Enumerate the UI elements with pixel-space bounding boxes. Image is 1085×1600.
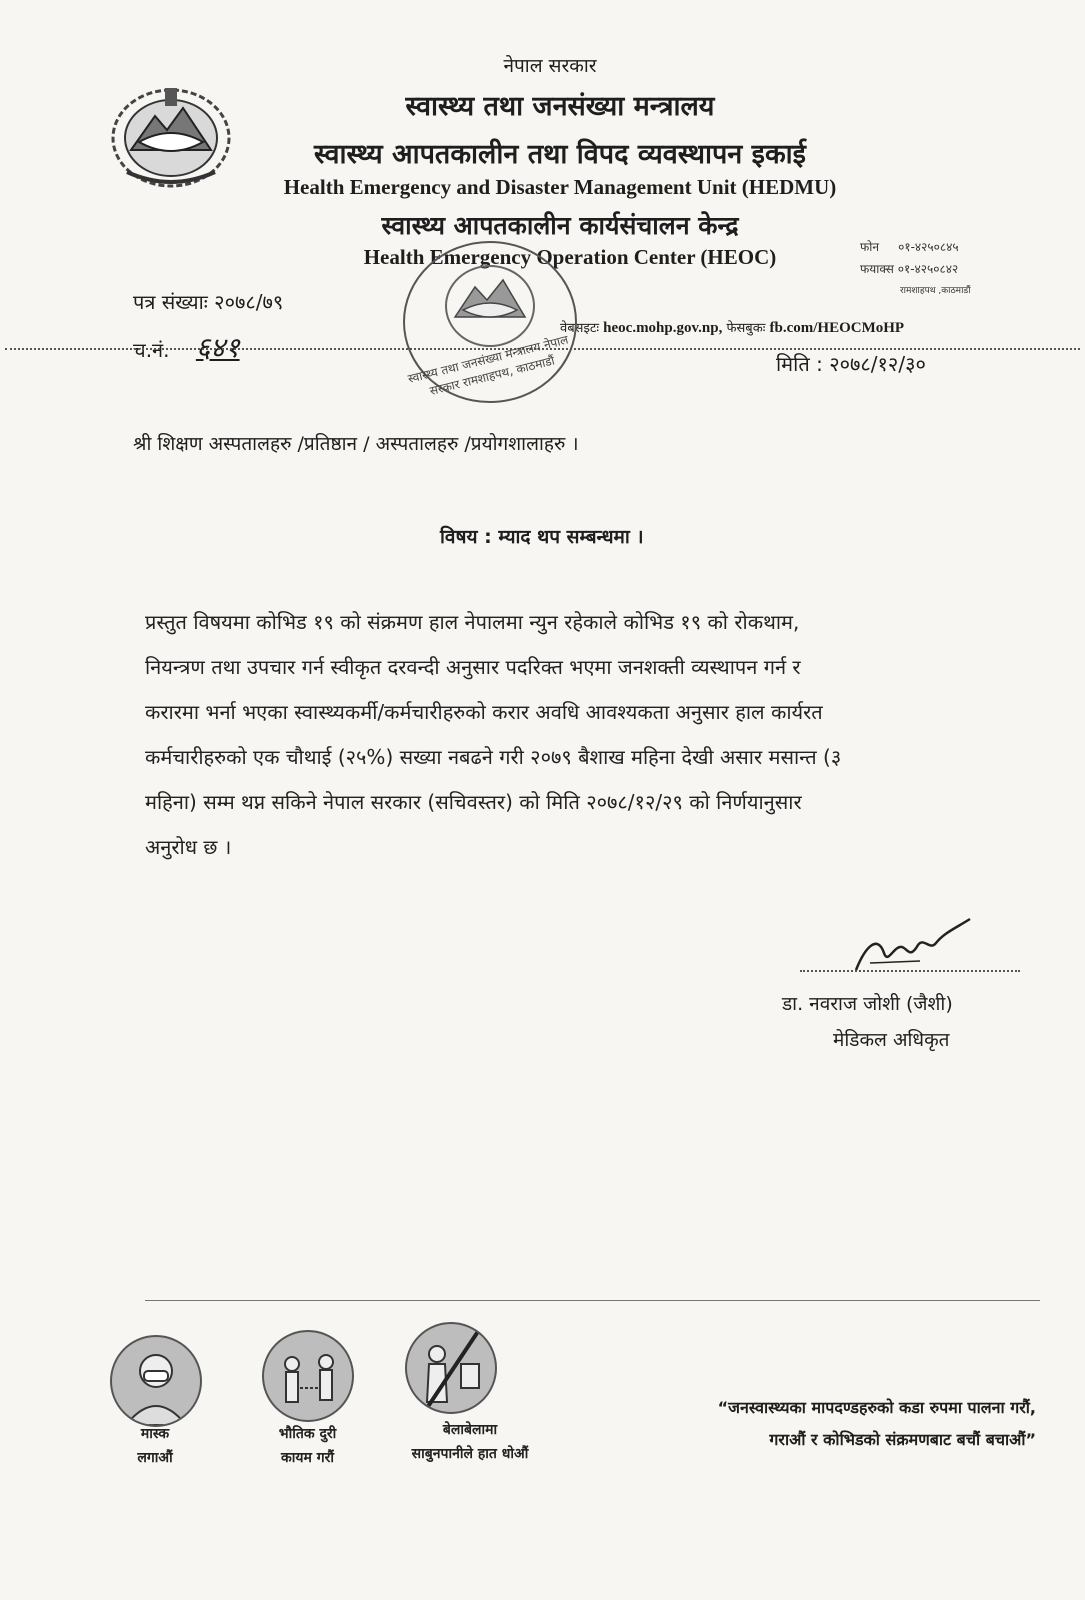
web-value: heoc.mohp.gov.np,: [603, 320, 723, 336]
patra-label: पत्र संख्याः: [133, 290, 208, 314]
distance-label: [245, 1422, 370, 1470]
fb-label: फेसबुकः: [726, 321, 766, 336]
handwash-label: [390, 1418, 550, 1466]
distance-icon: [262, 1330, 354, 1422]
recipient: श्री शिक्षण अस्पतालहरु /प्रतिष्ठान / अस्पतालहरु /प्रयोगशालाहरु ।: [133, 433, 579, 455]
address: रामशाहपथ ,काठमाडौं: [900, 286, 971, 296]
center-title-en: Health Emergency Operation Center (HEOC): [363, 245, 777, 269]
footer-mask-block: [110, 1335, 205, 1427]
handwash-label-1: बेलाबेलामा: [442, 1422, 498, 1438]
subject: विषय : म्याद थप सम्बन्धमा ।: [440, 526, 644, 548]
chana-label: च.नं.: [133, 338, 170, 362]
handwash-label-2: साबुनपानीले हात धोऔं: [411, 1446, 529, 1462]
fax-label: फयाक्स: [860, 262, 894, 276]
ministry-title: स्वास्थ्य तथा जनसंख्या मन्त्रालय: [405, 91, 715, 122]
mask-label-2: लगाऔं: [137, 1450, 173, 1466]
body-line: महिना) सम्म थप्न सकिने नेपाल सरकार (सचिवस्तर) को मिति २०७८/१२/२९ को निर्णयानुसार: [145, 790, 802, 814]
distance-label-2: कायम गरौं: [281, 1450, 334, 1466]
body-line: नियन्त्रण तथा उपचार गर्न स्वीकृत दरवन्दी अनुसार पदरिक्त भएमा जनशक्ती व्यस्थापन गर्न र: [145, 655, 801, 679]
footer-handwash-block: [405, 1322, 500, 1414]
date-value: २०७८/१२/३०: [829, 352, 926, 376]
body-line: करारमा भर्ना भएका स्वास्थ्यकर्मी/कर्मचारीहरुको करार अवधि आवश्यकता अनुसार हाल कार्यरत: [145, 700, 823, 724]
fb-value: fb.com/HEOCMoHP: [769, 320, 905, 336]
phone-value: ०१-४२५०८४५: [898, 240, 959, 254]
signature-line: [800, 970, 1020, 972]
body-text: [145, 600, 1015, 870]
date-line: [776, 350, 926, 377]
phone-line: [860, 238, 1020, 255]
nepal-emblem-icon: [105, 80, 237, 192]
chana-line: [133, 328, 240, 366]
patra-line: [133, 288, 283, 315]
web-label: वेबसइटः: [560, 321, 600, 336]
chana-value: ६४१: [195, 331, 240, 364]
date-label: मिति :: [776, 352, 823, 376]
distance-label-1: भौतिक दुरी: [278, 1426, 337, 1442]
stamp-text: स्वास्थ्य तथा जनसंख्या मन्त्रालय नेपाल सरकार रामशाहपथ, काठमाडौं: [406, 332, 570, 399]
phone-label: फोन: [860, 240, 880, 254]
signatory-title: मेडिकल अधिकृत: [833, 1029, 950, 1051]
slogan: [606, 1392, 1036, 1456]
footer-distance-block: [262, 1330, 357, 1422]
body-line: प्रस्तुत विषयमा कोभिड १९ को संक्रमण हाल नेपालमा न्युन रहेकाले कोभिड १९ को रोकथाम,: [145, 610, 800, 634]
mask-label: [100, 1422, 210, 1470]
fax-value: ०१-४२५०८४२: [897, 262, 959, 276]
footer-divider: [145, 1300, 1040, 1301]
center-title-np: स्वास्थ्य आपतकालीन कार्यसंचालन केन्द्र: [381, 211, 739, 240]
office-stamp-icon: [395, 232, 585, 412]
body-line: अनुरोध छ ।: [145, 835, 232, 859]
slogan-line-1: “जनस्वास्थ्यका मापदण्डहरुको कडा रुपमा पालना गरौं,: [717, 1398, 1036, 1417]
web-line: [560, 318, 904, 337]
unit-title-np: स्वास्थ्य आपतकालीन तथा विपद व्यवस्थापन इकाई: [314, 139, 806, 170]
signature-icon: [850, 915, 980, 975]
fax-line: [860, 260, 1020, 277]
mask-icon: [110, 1335, 202, 1427]
government-title: नेपाल सरकार: [503, 55, 597, 77]
slogan-line-2: गराऔं र कोभिडको संक्रमणबाट बचौं बचाऔं”: [769, 1430, 1036, 1449]
handwash-icon: [405, 1322, 497, 1414]
mask-label-1: मास्क: [140, 1426, 170, 1442]
unit-title-en: Health Emergency and Disaster Management Unit (HEDMU): [283, 175, 837, 199]
patra-value: २०७८/७९: [214, 290, 284, 314]
body-line: कर्मचारीहरुको एक चौथाई (२५%) सख्या नबढने गरी २०७९ बैशाख महिना देखी असार मसान्त (३: [145, 745, 842, 769]
signatory-name: डा. नवराज जोशी (जैशी): [782, 993, 953, 1015]
